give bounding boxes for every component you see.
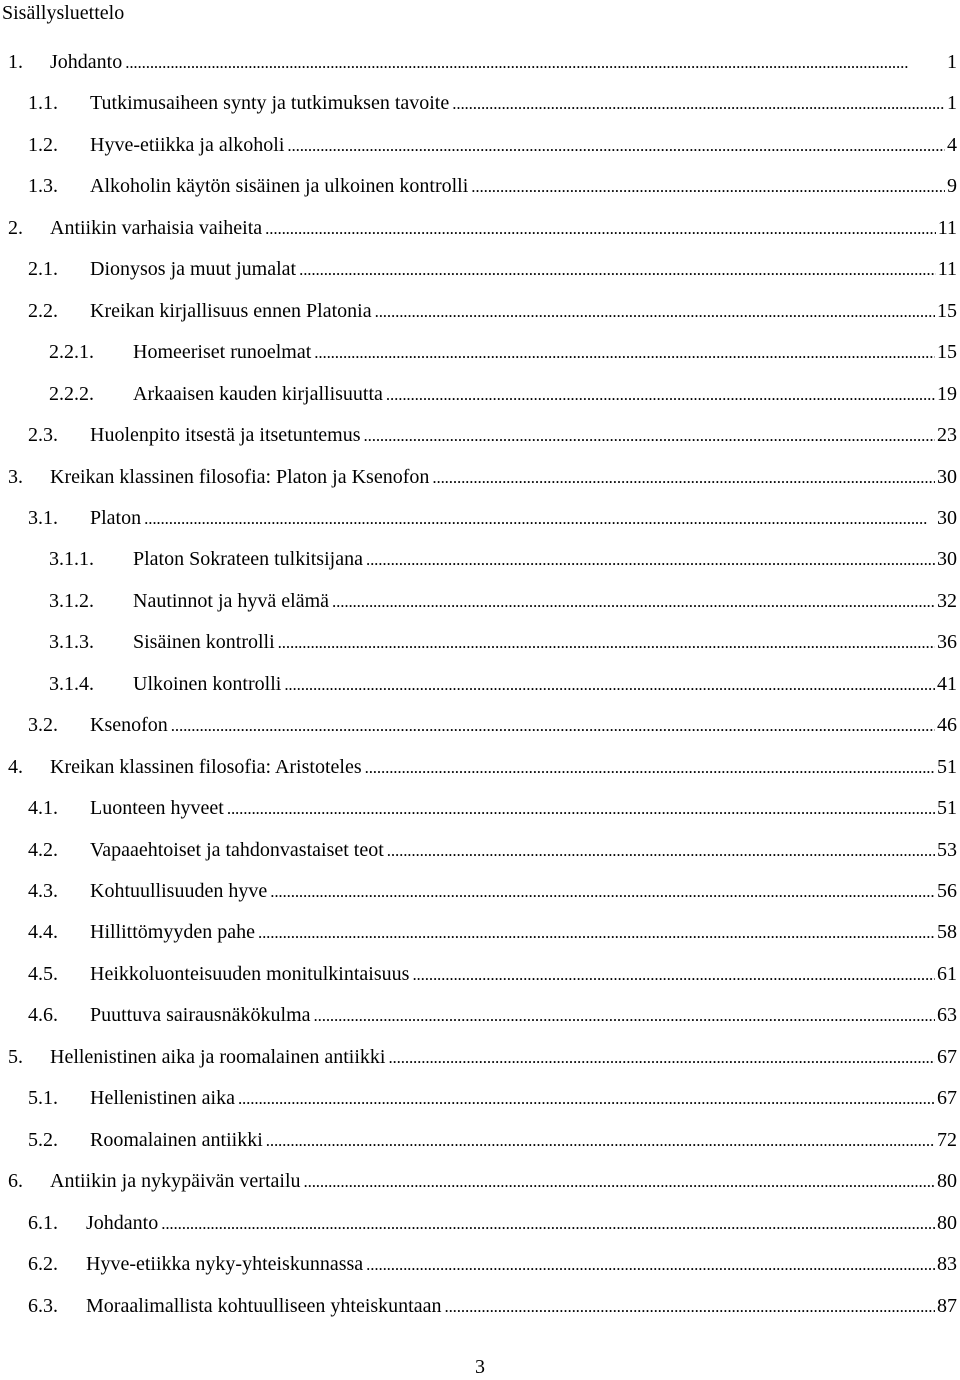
toc-entry-page: 30	[937, 548, 957, 570]
toc-dot-leader	[388, 1045, 935, 1071]
toc-entry-label: Vapaaehtoiset ja tahdonvastaiset teot	[90, 839, 384, 861]
toc-entry-number: 5.1.	[28, 1087, 58, 1109]
toc-entry[interactable]	[0, 1002, 957, 1028]
toc-entry-label: Moraalimallista kohtuulliseen yhteiskuntaan	[86, 1295, 442, 1317]
toc-dot-leader	[471, 174, 945, 200]
toc-entry-page: 53	[937, 839, 957, 861]
toc-entry-page: 15	[937, 300, 957, 322]
toc-dot-leader	[387, 838, 935, 864]
toc-dot-leader	[375, 299, 935, 325]
toc-entry[interactable]	[0, 837, 957, 863]
toc-dot-leader	[284, 672, 935, 698]
toc-entry-page: 30	[937, 507, 957, 529]
toc-entry-page: 51	[937, 756, 957, 778]
toc-dot-leader	[266, 1128, 935, 1154]
toc-entry-number: 6.2.	[28, 1253, 58, 1275]
toc-dot-leader	[386, 382, 935, 408]
toc-entry[interactable]	[0, 464, 957, 490]
toc-entry-number: 5.2.	[28, 1129, 58, 1151]
toc-entry-page: 36	[937, 631, 957, 653]
toc-entry-number: 3.	[8, 466, 23, 488]
toc-entry[interactable]	[0, 422, 957, 448]
toc-entry-label: Puuttuva sairausnäkökulma	[90, 1004, 311, 1026]
toc-entry-page: 9	[947, 175, 957, 197]
toc-dot-leader	[332, 589, 935, 615]
toc-dot-leader	[238, 1086, 935, 1112]
toc-entry-page: 30	[937, 466, 957, 488]
toc-entry[interactable]	[0, 132, 957, 158]
toc-entry-label: Ksenofon	[90, 714, 168, 736]
toc-entry-label: Kreikan klassinen filosofia: Platon ja Ksenofon	[50, 466, 430, 488]
toc-entry-number: 2.2.1.	[49, 341, 94, 363]
toc-dot-leader	[365, 755, 935, 781]
toc-dot-leader	[412, 962, 935, 988]
toc-entry-label: Hellenistinen aika	[90, 1087, 235, 1109]
toc-entry-label: Alkoholin käytön sisäinen ja ulkoinen kontrolli	[90, 175, 469, 197]
toc-dot-leader	[144, 506, 935, 532]
toc-entry[interactable]	[0, 961, 957, 987]
toc-entry-label: Kreikan kirjallisuus ennen Platonia	[90, 300, 372, 322]
toc-dot-leader	[265, 216, 936, 242]
toc-entry-label: Ulkoinen kontrolli	[133, 673, 282, 695]
toc-entry-page: 19	[937, 383, 957, 405]
toc-entry-label: Nautinnot ja hyvä elämä	[133, 590, 330, 612]
toc-entry-number: 2.1.	[28, 258, 58, 280]
toc-entry-page: 46	[937, 714, 957, 736]
toc-dot-leader	[258, 920, 935, 946]
toc-entry-number: 4.5.	[28, 963, 58, 985]
toc-entry-number: 6.3.	[28, 1295, 58, 1317]
toc-entry-page: 11	[937, 258, 957, 280]
toc-entry[interactable]	[0, 588, 957, 614]
toc-entry-page: 15	[937, 341, 957, 363]
toc-entry[interactable]	[0, 919, 957, 945]
toc-entry-number: 1.3.	[28, 175, 58, 197]
toc-entry[interactable]	[0, 1085, 957, 1111]
toc-entry-number: 1.	[8, 51, 23, 73]
toc-entry-number: 3.1.	[28, 507, 58, 529]
toc-entry-number: 6.	[8, 1170, 23, 1192]
toc-entry[interactable]	[0, 215, 957, 241]
toc-dot-leader	[287, 133, 945, 159]
toc-entry-label: Roomalainen antiikki	[90, 1129, 263, 1151]
toc-dot-leader	[227, 796, 935, 822]
toc-dot-leader	[314, 1003, 935, 1029]
toc-dot-leader	[270, 879, 935, 905]
toc-entry-page: 72	[937, 1129, 957, 1151]
toc-dot-leader	[314, 340, 935, 366]
toc-entry[interactable]	[0, 795, 957, 821]
toc-entry[interactable]	[0, 1251, 957, 1277]
toc-dot-leader	[299, 257, 936, 283]
toc-entry-number: 3.2.	[28, 714, 58, 736]
toc-entry-label: Antiikin varhaisia vaiheita	[50, 217, 263, 239]
toc-entry-label: Huolenpito itsestä ja itsetuntemus	[90, 424, 361, 446]
toc-entry[interactable]	[0, 1210, 957, 1236]
toc-entry-page: 41	[937, 673, 957, 695]
toc-dot-leader	[366, 547, 935, 573]
toc-entry-number: 4.3.	[28, 880, 58, 902]
toc-entry-label: Kreikan klassinen filosofia: Aristoteles	[50, 756, 362, 778]
toc-entry[interactable]	[0, 712, 957, 738]
toc-entry-page: 51	[937, 797, 957, 819]
toc-dot-leader	[364, 423, 935, 449]
toc-entry-number: 2.2.2.	[49, 383, 94, 405]
toc-entry-label: Tutkimusaiheen synty ja tutkimuksen tavoite	[90, 92, 450, 114]
toc-entry[interactable]	[0, 1168, 957, 1194]
toc-entry-number: 1.2.	[28, 134, 58, 156]
page-title: Sisällysluettelo	[2, 2, 125, 24]
toc-dot-leader	[171, 713, 935, 739]
toc-entry-number: 5.	[8, 1046, 23, 1068]
toc-entry[interactable]	[0, 1293, 957, 1319]
toc-entry-page: 80	[937, 1212, 957, 1234]
toc-dot-leader	[161, 1211, 935, 1237]
toc-dot-leader	[125, 50, 945, 76]
toc-entry-page: 63	[937, 1004, 957, 1026]
toc-entry-page: 87	[937, 1295, 957, 1317]
toc-entry-label: Johdanto	[86, 1212, 159, 1234]
toc-entry[interactable]	[0, 878, 957, 904]
toc-entry-label: Homeeriset runoelmat	[133, 341, 312, 363]
toc-entry-page: 80	[937, 1170, 957, 1192]
toc-entry[interactable]	[0, 505, 957, 531]
toc-entry-number: 4.4.	[28, 921, 58, 943]
toc-entry-label: Sisäinen kontrolli	[133, 631, 275, 653]
toc-entry-page: 67	[937, 1087, 957, 1109]
toc-entry[interactable]	[0, 173, 957, 199]
toc-entry-label: Kohtuullisuuden hyve	[90, 880, 268, 902]
toc-entry-number: 3.1.1.	[49, 548, 94, 570]
toc-dot-leader	[366, 1252, 935, 1278]
toc-entry[interactable]	[0, 90, 957, 116]
toc-entry-label: Luonteen hyveet	[90, 797, 224, 819]
toc-dot-leader	[432, 465, 935, 491]
toc-entry-page: 67	[937, 1046, 957, 1068]
toc-entry-label: Hillittömyyden pahe	[90, 921, 255, 943]
toc-entry-page: 32	[937, 590, 957, 612]
toc-entry-number: 2.	[8, 217, 23, 239]
toc-dot-leader	[444, 1294, 935, 1320]
toc-entry-number: 4.	[8, 756, 23, 778]
toc-entry-label: Heikkoluonteisuuden monitulkintaisuus	[90, 963, 410, 985]
toc-entry-number: 4.1.	[28, 797, 58, 819]
toc-entry-number: 4.2.	[28, 839, 58, 861]
toc-entry-label: Platon Sokrateen tulkitsijana	[133, 548, 363, 570]
toc-entry-label: Platon	[90, 507, 142, 529]
toc-entry-number: 6.1.	[28, 1212, 58, 1234]
toc-entry-page: 1	[947, 51, 957, 73]
toc-entry-number: 3.1.2.	[49, 590, 94, 612]
toc-entry-number: 2.3.	[28, 424, 58, 446]
toc-entry-page: 83	[937, 1253, 957, 1275]
toc-dot-leader	[304, 1169, 936, 1195]
toc-entry-number: 3.1.3.	[49, 631, 94, 653]
toc-entry-page: 58	[937, 921, 957, 943]
toc-entry[interactable]	[0, 339, 957, 365]
toc-entry-page: 61	[937, 963, 957, 985]
toc-dot-leader	[452, 91, 945, 117]
toc-entry[interactable]	[0, 49, 957, 75]
toc-entry[interactable]	[0, 256, 957, 282]
toc-entry[interactable]	[0, 671, 957, 697]
toc-entry[interactable]	[0, 754, 957, 780]
toc-entry-label: Dionysos ja muut jumalat	[90, 258, 297, 280]
toc-entry-page: 1	[947, 92, 957, 114]
toc-entry[interactable]	[0, 1044, 957, 1070]
toc-dot-leader	[278, 630, 935, 656]
toc-entry-page: 11	[937, 217, 957, 239]
toc-entry-page: 23	[937, 424, 957, 446]
toc-entry-label: Hyve-etiikka ja alkoholi	[90, 134, 285, 156]
toc-entry[interactable]	[0, 546, 957, 572]
toc-entry[interactable]	[0, 298, 957, 324]
toc-entry-label: Antiikin ja nykypäivän vertailu	[50, 1170, 301, 1192]
toc-entry[interactable]	[0, 1127, 957, 1153]
toc-entry-page: 4	[947, 134, 957, 156]
toc-entry-number: 1.1.	[28, 92, 58, 114]
toc-entry-number: 3.1.4.	[49, 673, 94, 695]
toc-entry[interactable]	[0, 629, 957, 655]
toc-entry-label: Hellenistinen aika ja roomalainen antiikki	[50, 1046, 386, 1068]
toc-entry-label: Arkaaisen kauden kirjallisuutta	[133, 383, 383, 405]
toc-entry[interactable]	[0, 381, 957, 407]
page-number: 3	[475, 1356, 485, 1378]
toc-entry-label: Johdanto	[50, 51, 123, 73]
toc-entry-number: 2.2.	[28, 300, 58, 322]
toc-entry-label: Hyve-etiikka nyky-yhteiskunnassa	[86, 1253, 364, 1275]
toc-entry-page: 56	[937, 880, 957, 902]
toc-entry-number: 4.6.	[28, 1004, 58, 1026]
